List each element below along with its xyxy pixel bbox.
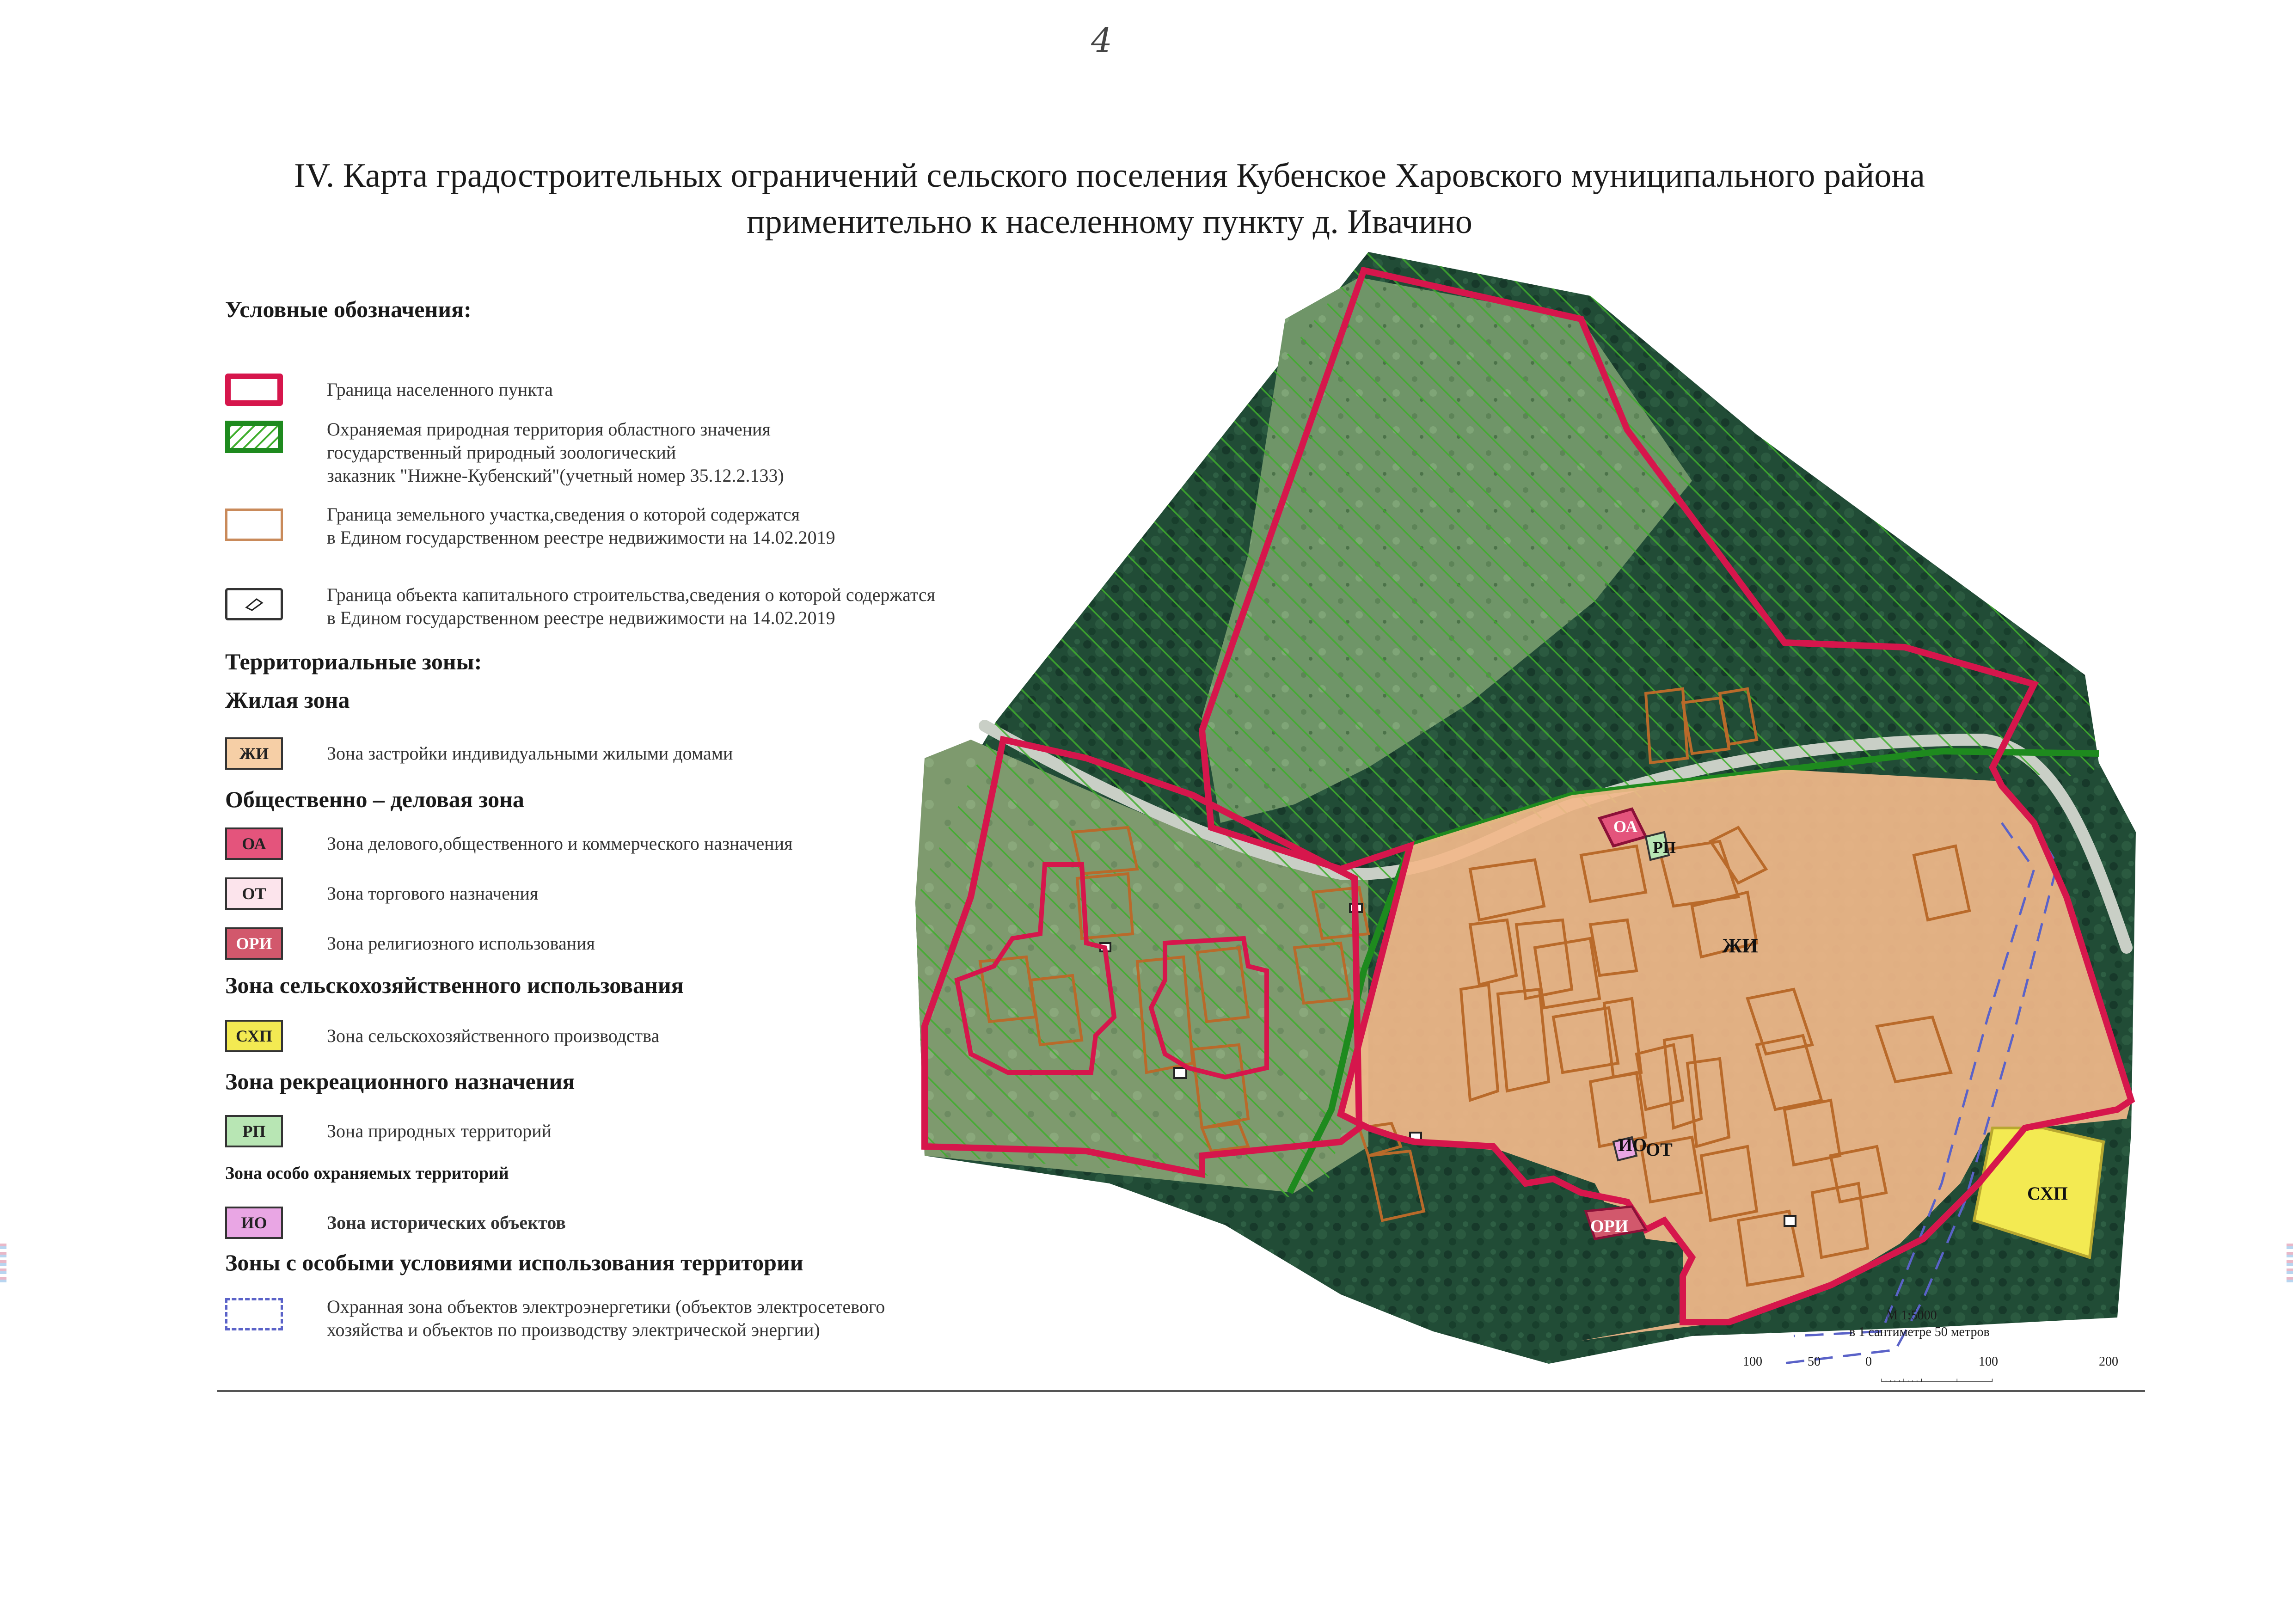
legend-row-building xyxy=(225,584,1104,643)
map-title-line-1: IV. Карта градостроительных ограничений сельского поселения Кубенское Харовского муниципального района xyxy=(294,157,1925,195)
ot-swatch: ОТ xyxy=(225,877,283,910)
legend-row-land-plot xyxy=(225,504,1104,564)
legend-agri-heading: Зона сельскохозяйственного использования xyxy=(225,972,684,998)
scale-tick-100-left: 100 xyxy=(1743,1354,1762,1369)
map-label-io: ИО xyxy=(1618,1134,1647,1155)
settlement-boundary-swatch xyxy=(225,374,283,406)
building-swatch xyxy=(225,588,283,620)
legend-row-power-zone xyxy=(225,1298,1104,1354)
legend-special-heading: Зоны с особыми условиями использования территории xyxy=(225,1250,803,1275)
map-label-zhi: ЖИ xyxy=(1722,934,1758,957)
legend-public-heading: Общественно – деловая зона xyxy=(225,786,524,812)
scale-tick-200: 200 xyxy=(2099,1354,2118,1369)
legend-text-power-1: Охранная зона объектов электроэнергетики (объектов электросетевого xyxy=(327,1296,885,1317)
map-label-skhp: СХП xyxy=(2027,1183,2068,1204)
legend-heading: Условные обозначения: xyxy=(225,296,472,322)
legend-text-protected-1: Охраняемая природная территория областного значения xyxy=(327,419,771,440)
legend-territorial-zones: Территориальные зоны: xyxy=(225,649,482,674)
scan-edge-mark-left xyxy=(0,1244,6,1285)
legend-recreation-heading: Зона рекреационного назначения xyxy=(225,1068,575,1094)
legend-text-zhi: Зона застройки индивидуальными жилыми домами xyxy=(327,743,733,764)
legend-residential-heading: Жилая зона xyxy=(225,687,350,713)
legend-row-protected-area xyxy=(225,419,1104,486)
rp-swatch: РП xyxy=(225,1115,283,1147)
legend-text-settlement-boundary: Граница населенного пункта xyxy=(327,379,553,400)
legend-text-land-plot-1: Граница земельного участка,сведения о которой содержатся xyxy=(327,504,800,525)
scale-tick-100: 100 xyxy=(1979,1354,1998,1369)
scale-tick-0: 0 xyxy=(1865,1354,1872,1369)
legend-row-skhp xyxy=(225,1020,1104,1075)
legend-text-ot: Зона торгового назначения xyxy=(327,883,539,904)
scale-bar-block xyxy=(1738,1308,2136,1401)
map-label-ori: ОРИ xyxy=(1590,1217,1629,1236)
building-icon xyxy=(243,596,266,612)
legend-text-io: Зона исторических объектов xyxy=(327,1212,566,1233)
ori-swatch: ОРИ xyxy=(225,927,283,960)
page-number: 4 xyxy=(1091,21,1112,60)
legend-text-protected-2: государственный природный зоологический xyxy=(327,442,676,463)
land-plot-swatch xyxy=(225,509,283,541)
skhp-swatch: СХП xyxy=(225,1020,283,1052)
legend-text-building-1: Граница объекта капитального строительства,сведения о которой содержатся xyxy=(327,584,935,605)
scale-bar xyxy=(1752,1378,2122,1383)
legend-row-ot xyxy=(225,877,1104,933)
map-title-line-2: применительно к населенному пункту д. Ивачино xyxy=(747,203,1472,241)
legend-text-ori: Зона религиозного использования xyxy=(327,933,595,954)
legend-protected-heading: Зона особо охраняемых территорий xyxy=(225,1164,509,1183)
legend-text-oa: Зона делового,общественного и коммерческого назначения xyxy=(327,833,793,854)
oa-swatch: ОА xyxy=(225,827,283,860)
legend-text-protected-3: заказник "Нижне-Кубенский"(учетный номер 35.12.2.133) xyxy=(327,465,784,486)
protected-area-swatch xyxy=(225,421,283,453)
map-label-ot: ОТ xyxy=(1646,1139,1673,1160)
legend-text-land-plot-2: в Едином государственном реестре недвижимости на 14.02.2019 xyxy=(327,527,835,548)
power-zone-swatch xyxy=(225,1298,283,1330)
scale-note: в 1 сантиметре 50 метров xyxy=(1849,1325,1990,1339)
scale-tick-50: 50 xyxy=(1808,1354,1821,1369)
legend-row-oa xyxy=(225,827,1104,883)
scan-edge-mark-right xyxy=(2287,1244,2293,1285)
scale-ratio: М 1:5000 xyxy=(1886,1308,1937,1323)
legend-text-building-2: в Едином государственном реестре недвижимости на 14.02.2019 xyxy=(327,607,835,628)
legend-text-power-2: хозяйства и объектов по производству электрической энергии) xyxy=(327,1319,820,1340)
legend-text-skhp: Зона сельскохозяйственного производства xyxy=(327,1025,660,1046)
zhi-swatch: ЖИ xyxy=(225,737,283,770)
map-label-oa: ОА xyxy=(1613,817,1638,836)
legend-row-rp xyxy=(225,1115,1104,1171)
legend-text-rp: Зона природных территорий xyxy=(327,1121,552,1141)
map-label-rp: РП xyxy=(1653,838,1676,857)
legend-row-zhi xyxy=(225,737,1104,793)
io-swatch: ИО xyxy=(225,1207,283,1239)
